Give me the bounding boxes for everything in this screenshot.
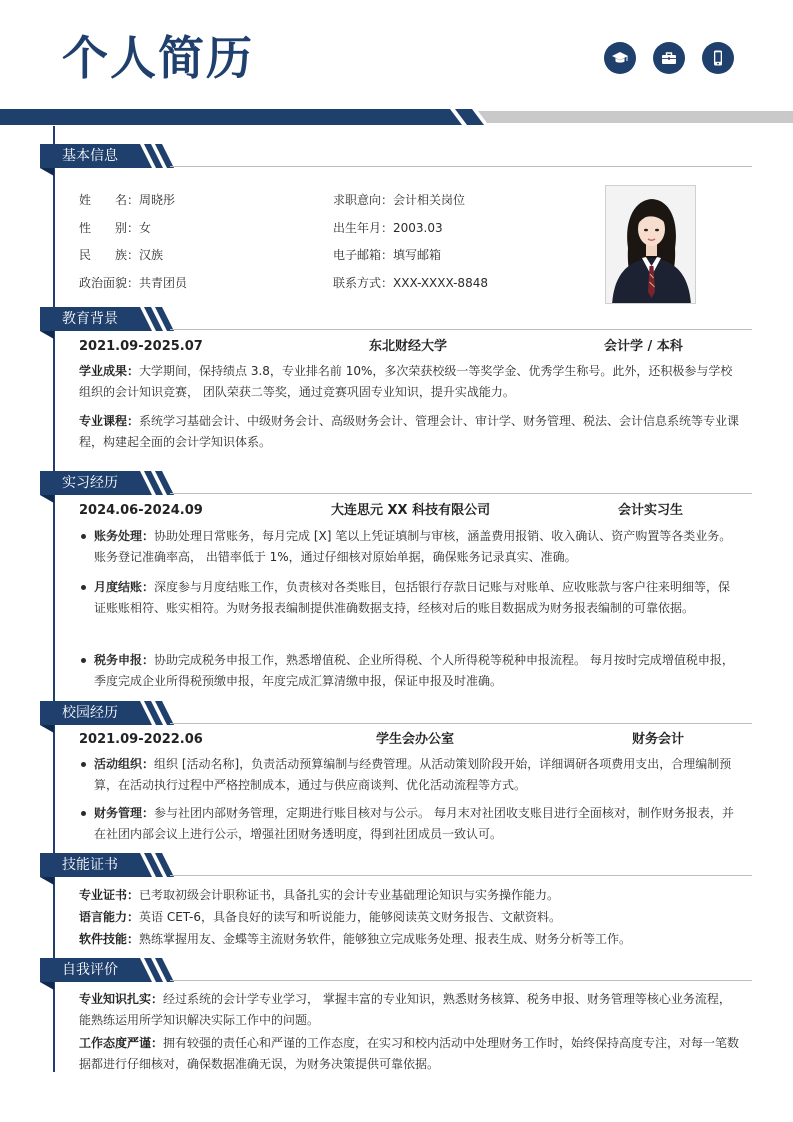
section-rule [170, 329, 752, 330]
skill-language: 语言能力：英语 CET-6，具备良好的读写和听说能力，能够阅读英文财务报告、文献资料。 [79, 910, 561, 924]
section-fold [40, 168, 54, 176]
header-band [0, 107, 793, 127]
info-name: 姓 名：周晓彤 [79, 193, 176, 207]
self-eval-attitude: 工作态度严谨：拥有较强的责任心和严谨的工作态度，在实习和校内活动中处理财务工作时，始终保持高度专注，对每一笔数据都进行仔细核对，确保数据准确无误，为财务决策提供可靠依据。 [79, 1036, 740, 1071]
bullet-dot [81, 762, 86, 767]
education-school: 东北财经大学 [369, 339, 448, 354]
education-major: 会计学 / 本科 [604, 339, 683, 354]
bullet-dot [81, 658, 86, 663]
section-basic-info [40, 144, 752, 168]
profile-photo [605, 185, 696, 304]
education-achievements: 学业成果：大学期间，保持绩点 3.8，专业排名前 10%，多次荣获校级一等奖学金、优秀学生称号。此外，还积极参与学校组织的会计知识竞赛， 团队荣获二等奖，通过竞赛巩固专业知识，提升实战能力。 [79, 364, 733, 399]
internship-bookkeeping: 账务处理：协助处理日常账务，每月完成 [X] 笔以上凭证填制与审核，涵盖费用报销、收入确认、资产购置等各类业务。账务登记准确率高， 出错率低于 1%，通过仔细核对原始单据，确保账务记录真实、准确。 [79, 526, 740, 568]
campus-role: 财务会计 [632, 732, 685, 747]
section-title: 实习经历 [62, 475, 118, 491]
bullet-dot [81, 811, 86, 816]
internship-company: 大连思元 XX 科技有限公司 [331, 503, 491, 518]
bullet-dot [81, 534, 86, 539]
briefcase-icon [653, 42, 685, 74]
bullet-dot [81, 585, 86, 590]
skill-software: 软件技能：熟练掌握用友、金蝶等主流财务软件，能够独立完成账务处理、报表生成、财务分析等工作。 [79, 932, 632, 946]
section-fold [40, 331, 54, 339]
campus-activity: 活动组织：组织 [活动名称]，负责活动预算编制与经费管理。从活动策划阶段开始，详细调研各项费用支出，合理编制预算，在活动执行过程中严格控制成本，通过与供应商谈判、优化活动流程等方式。 [79, 754, 740, 796]
info-gender: 性 别：女 [79, 221, 152, 235]
campus-org: 学生会办公室 [376, 732, 455, 747]
campus-finance: 财务管理：参与社团内部财务管理，定期进行账目核对与公示。 每月末对社团收支账目进行全面核对，制作财务报表，并在社团内部会议上进行公示，增强社团财务透明度，得到社团成员一致认可。 [79, 803, 740, 845]
section-skills [40, 853, 752, 877]
campus-date: 2021.09-2022.06 [79, 732, 203, 747]
internship-date: 2024.06-2024.09 [79, 503, 203, 518]
section-rule [170, 166, 752, 167]
education-date: 2021.09-2025.07 [79, 339, 203, 354]
section-rule [170, 493, 752, 494]
info-political-status: 政治面貌：共青团员 [79, 276, 188, 290]
info-ethnicity: 民 族：汉族 [79, 248, 164, 262]
section-title: 教育背景 [62, 311, 118, 327]
section-rule [170, 723, 752, 724]
section-fold [40, 725, 54, 733]
internship-entry-header [79, 502, 740, 520]
internship-role: 会计实习生 [618, 503, 684, 518]
section-title: 校园经历 [62, 705, 118, 721]
section-internship [40, 471, 752, 495]
resume-title: 个人简历 [62, 31, 254, 85]
section-fold [40, 495, 54, 503]
section-rule [170, 980, 752, 981]
section-title: 自我评价 [62, 962, 118, 978]
campus-entry-header [79, 731, 740, 749]
phone-icon [702, 42, 734, 74]
education-courses: 专业课程：系统学习基础会计、中级财务会计、高级财务会计、管理会计、审计学、财务管理、税法、会计信息系统等专业课程，构建起全面的会计学知识体系。 [79, 414, 740, 449]
info-email: 电子邮箱：填写邮箱 [333, 248, 442, 262]
section-self-evaluation [40, 958, 752, 982]
top-icon-group [604, 42, 734, 76]
section-rule [170, 875, 752, 876]
timeline-line [53, 126, 55, 1072]
internship-tax-filing: 税务申报：协助完成税务申报工作，熟悉增值税、企业所得税、个人所得税等税种申报流程。 每月按时完成增值税申报，季度完成企业所得税预缴申报，年度完成汇算清缴申报，保证申报及时准确。 [79, 650, 740, 692]
internship-month-end: 月度结账：深度参与月度结账工作，负责核对各类账目，包括银行存款日记账与对账单、应收账款与客户往来明细等，保证账账相符、账实相符。为财务报表编制提供准确数据支持，经核对后的账目数据成为财务报表编制的可靠依据。 [79, 577, 740, 619]
info-birth-date: 出生年月：2003.03 [333, 221, 443, 235]
graduation-cap-icon [604, 42, 636, 74]
section-fold [40, 877, 54, 885]
education-entry-header [79, 338, 740, 356]
self-eval-knowledge: 专业知识扎实：经过系统的会计学专业学习， 掌握丰富的专业知识，熟悉财务核算、税务申报、财务管理等核心业务流程，能熟练运用所学知识解决实际工作中的问题。 [79, 992, 731, 1027]
section-title: 技能证书 [62, 857, 118, 873]
section-fold [40, 982, 54, 990]
info-phone: 联系方式：XXX-XXXX-8848 [333, 276, 488, 290]
skill-certificate: 专业证书：已考取初级会计职称证书，具备扎实的会计专业基础理论知识与实务操作能力。 [79, 888, 560, 902]
section-campus [40, 701, 752, 725]
info-job-intent: 求职意向：会计相关岗位 [333, 193, 466, 207]
section-education [40, 307, 752, 331]
section-title: 基本信息 [62, 148, 118, 164]
